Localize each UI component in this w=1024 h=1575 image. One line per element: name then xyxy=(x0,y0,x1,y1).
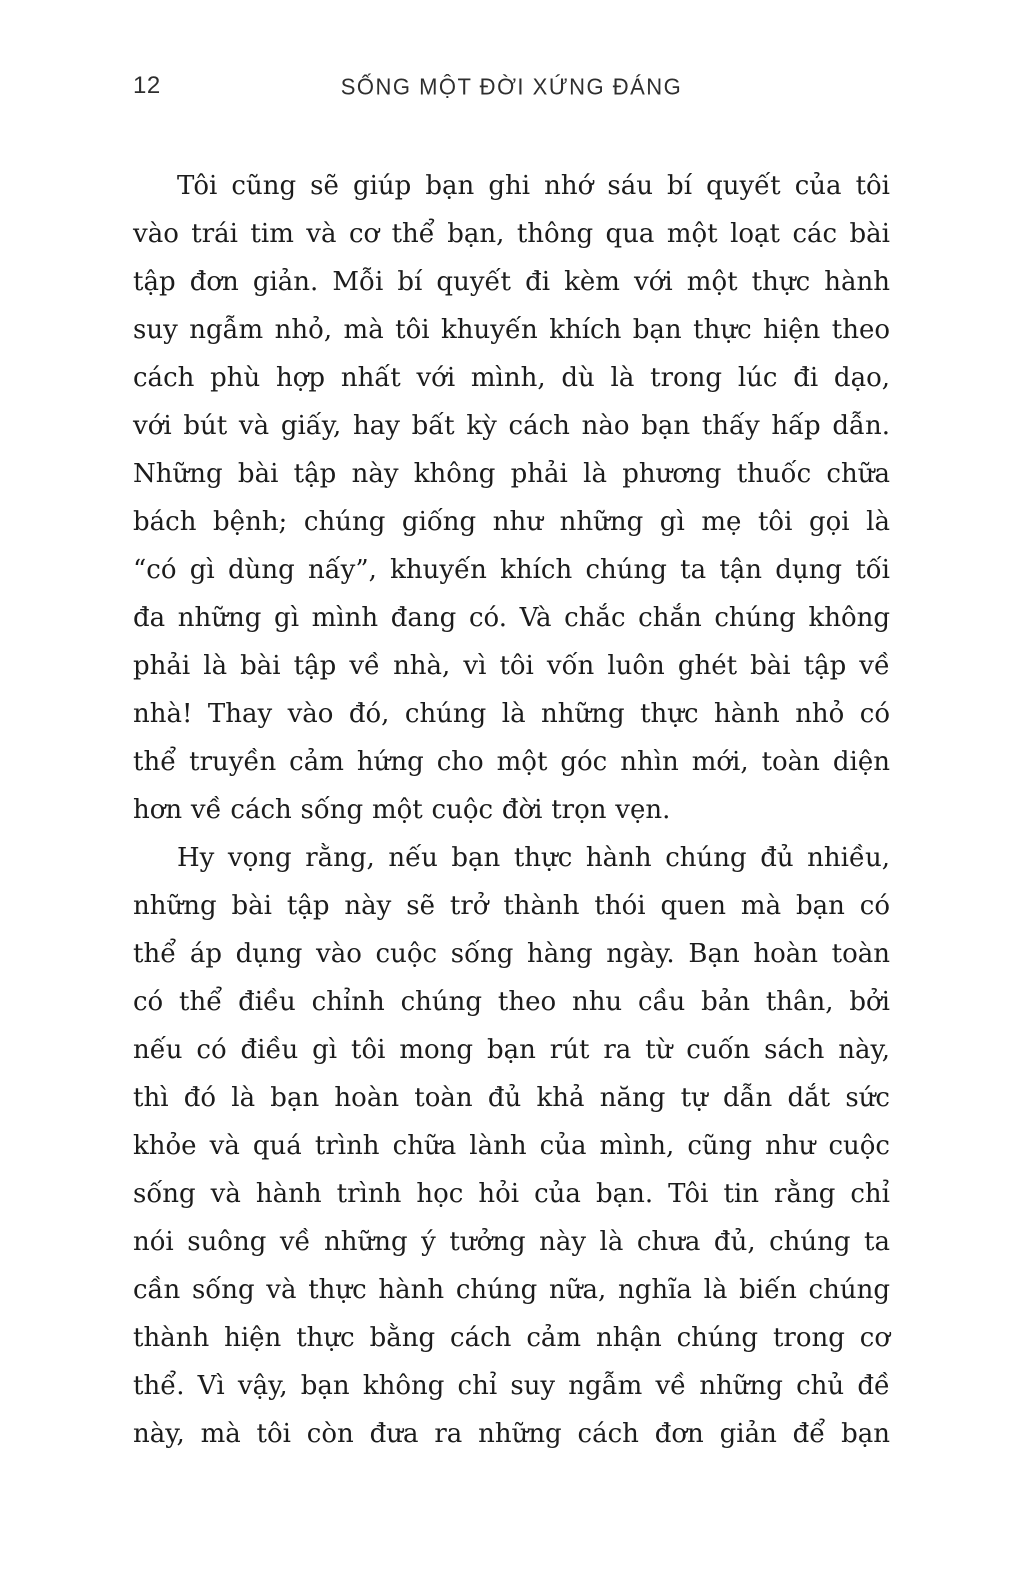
text-line: thể. Vì vậy, bạn không chỉ suy ngẫm về những chủ đề xyxy=(133,1371,890,1401)
text-line: bách bệnh; chúng giống như những gì mẹ tôi gọi là xyxy=(133,507,890,537)
page-header xyxy=(133,72,890,102)
text-line: hơn về cách sống một cuộc đời trọn vẹn. xyxy=(133,795,671,825)
text-line: đa những gì mình đang có. Và chắc chắn chúng không xyxy=(133,603,890,633)
text-line: thể áp dụng vào cuộc sống hàng ngày. Bạn hoàn toàn xyxy=(133,939,890,969)
text-line: thành hiện thực bằng cách cảm nhận chúng trong cơ xyxy=(133,1323,890,1353)
text-line: nếu có điều gì tôi mong bạn rút ra từ cuốn sách này, xyxy=(133,1035,890,1065)
text-line: có thể điều chỉnh chúng theo nhu cầu bản thân, bởi xyxy=(133,987,890,1017)
text-line: Tôi cũng sẽ giúp bạn ghi nhớ sáu bí quyết của tôi xyxy=(177,171,890,201)
text-line: suy ngẫm nhỏ, mà tôi khuyến khích bạn thực hiện theo xyxy=(133,315,890,345)
page-body xyxy=(133,162,890,1458)
text-line: sống và hành trình học hỏi của bạn. Tôi tin rằng chỉ xyxy=(133,1179,890,1209)
text-line: vào trái tim và cơ thể bạn, thông qua một loạt các bài xyxy=(133,219,890,249)
page-number: 12 xyxy=(133,72,161,99)
text-line: “có gì dùng nấy”, khuyến khích chúng ta tận dụng tối xyxy=(133,555,890,585)
text-line: cần sống và thực hành chúng nữa, nghĩa là biến chúng xyxy=(133,1275,890,1305)
paragraph-2 xyxy=(133,834,890,1458)
text-line: thì đó là bạn hoàn toàn đủ khả năng tự dẫn dắt sức xyxy=(133,1083,890,1113)
paragraph-1 xyxy=(133,162,890,834)
text-line: Những bài tập này không phải là phương thuốc chữa xyxy=(133,459,890,489)
text-line: tập đơn giản. Mỗi bí quyết đi kèm với một thực hành xyxy=(133,267,890,297)
text-line: nói suông về những ý tưởng này là chưa đủ, chúng ta xyxy=(133,1227,890,1257)
running-title: SỐNG MỘT ĐỜI XỨNG ĐÁNG xyxy=(340,73,683,100)
text-line: Hy vọng rằng, nếu bạn thực hành chúng đủ nhiều, xyxy=(177,843,890,873)
text-line: thể truyền cảm hứng cho một góc nhìn mới, toàn diện xyxy=(133,747,890,777)
text-line: này, mà tôi còn đưa ra những cách đơn giản để bạn xyxy=(133,1419,890,1449)
text-line: khỏe và quá trình chữa lành của mình, cũng như cuộc xyxy=(133,1131,890,1161)
text-line: cách phù hợp nhất với mình, dù là trong lúc đi dạo, xyxy=(133,363,890,393)
text-line: phải là bài tập về nhà, vì tôi vốn luôn ghét bài tập về xyxy=(133,651,890,681)
text-line: với bút và giấy, hay bất kỳ cách nào bạn thấy hấp dẫn. xyxy=(133,411,890,441)
text-line: những bài tập này sẽ trở thành thói quen mà bạn có xyxy=(133,891,890,921)
text-line: nhà! Thay vào đó, chúng là những thực hành nhỏ có xyxy=(133,699,890,729)
